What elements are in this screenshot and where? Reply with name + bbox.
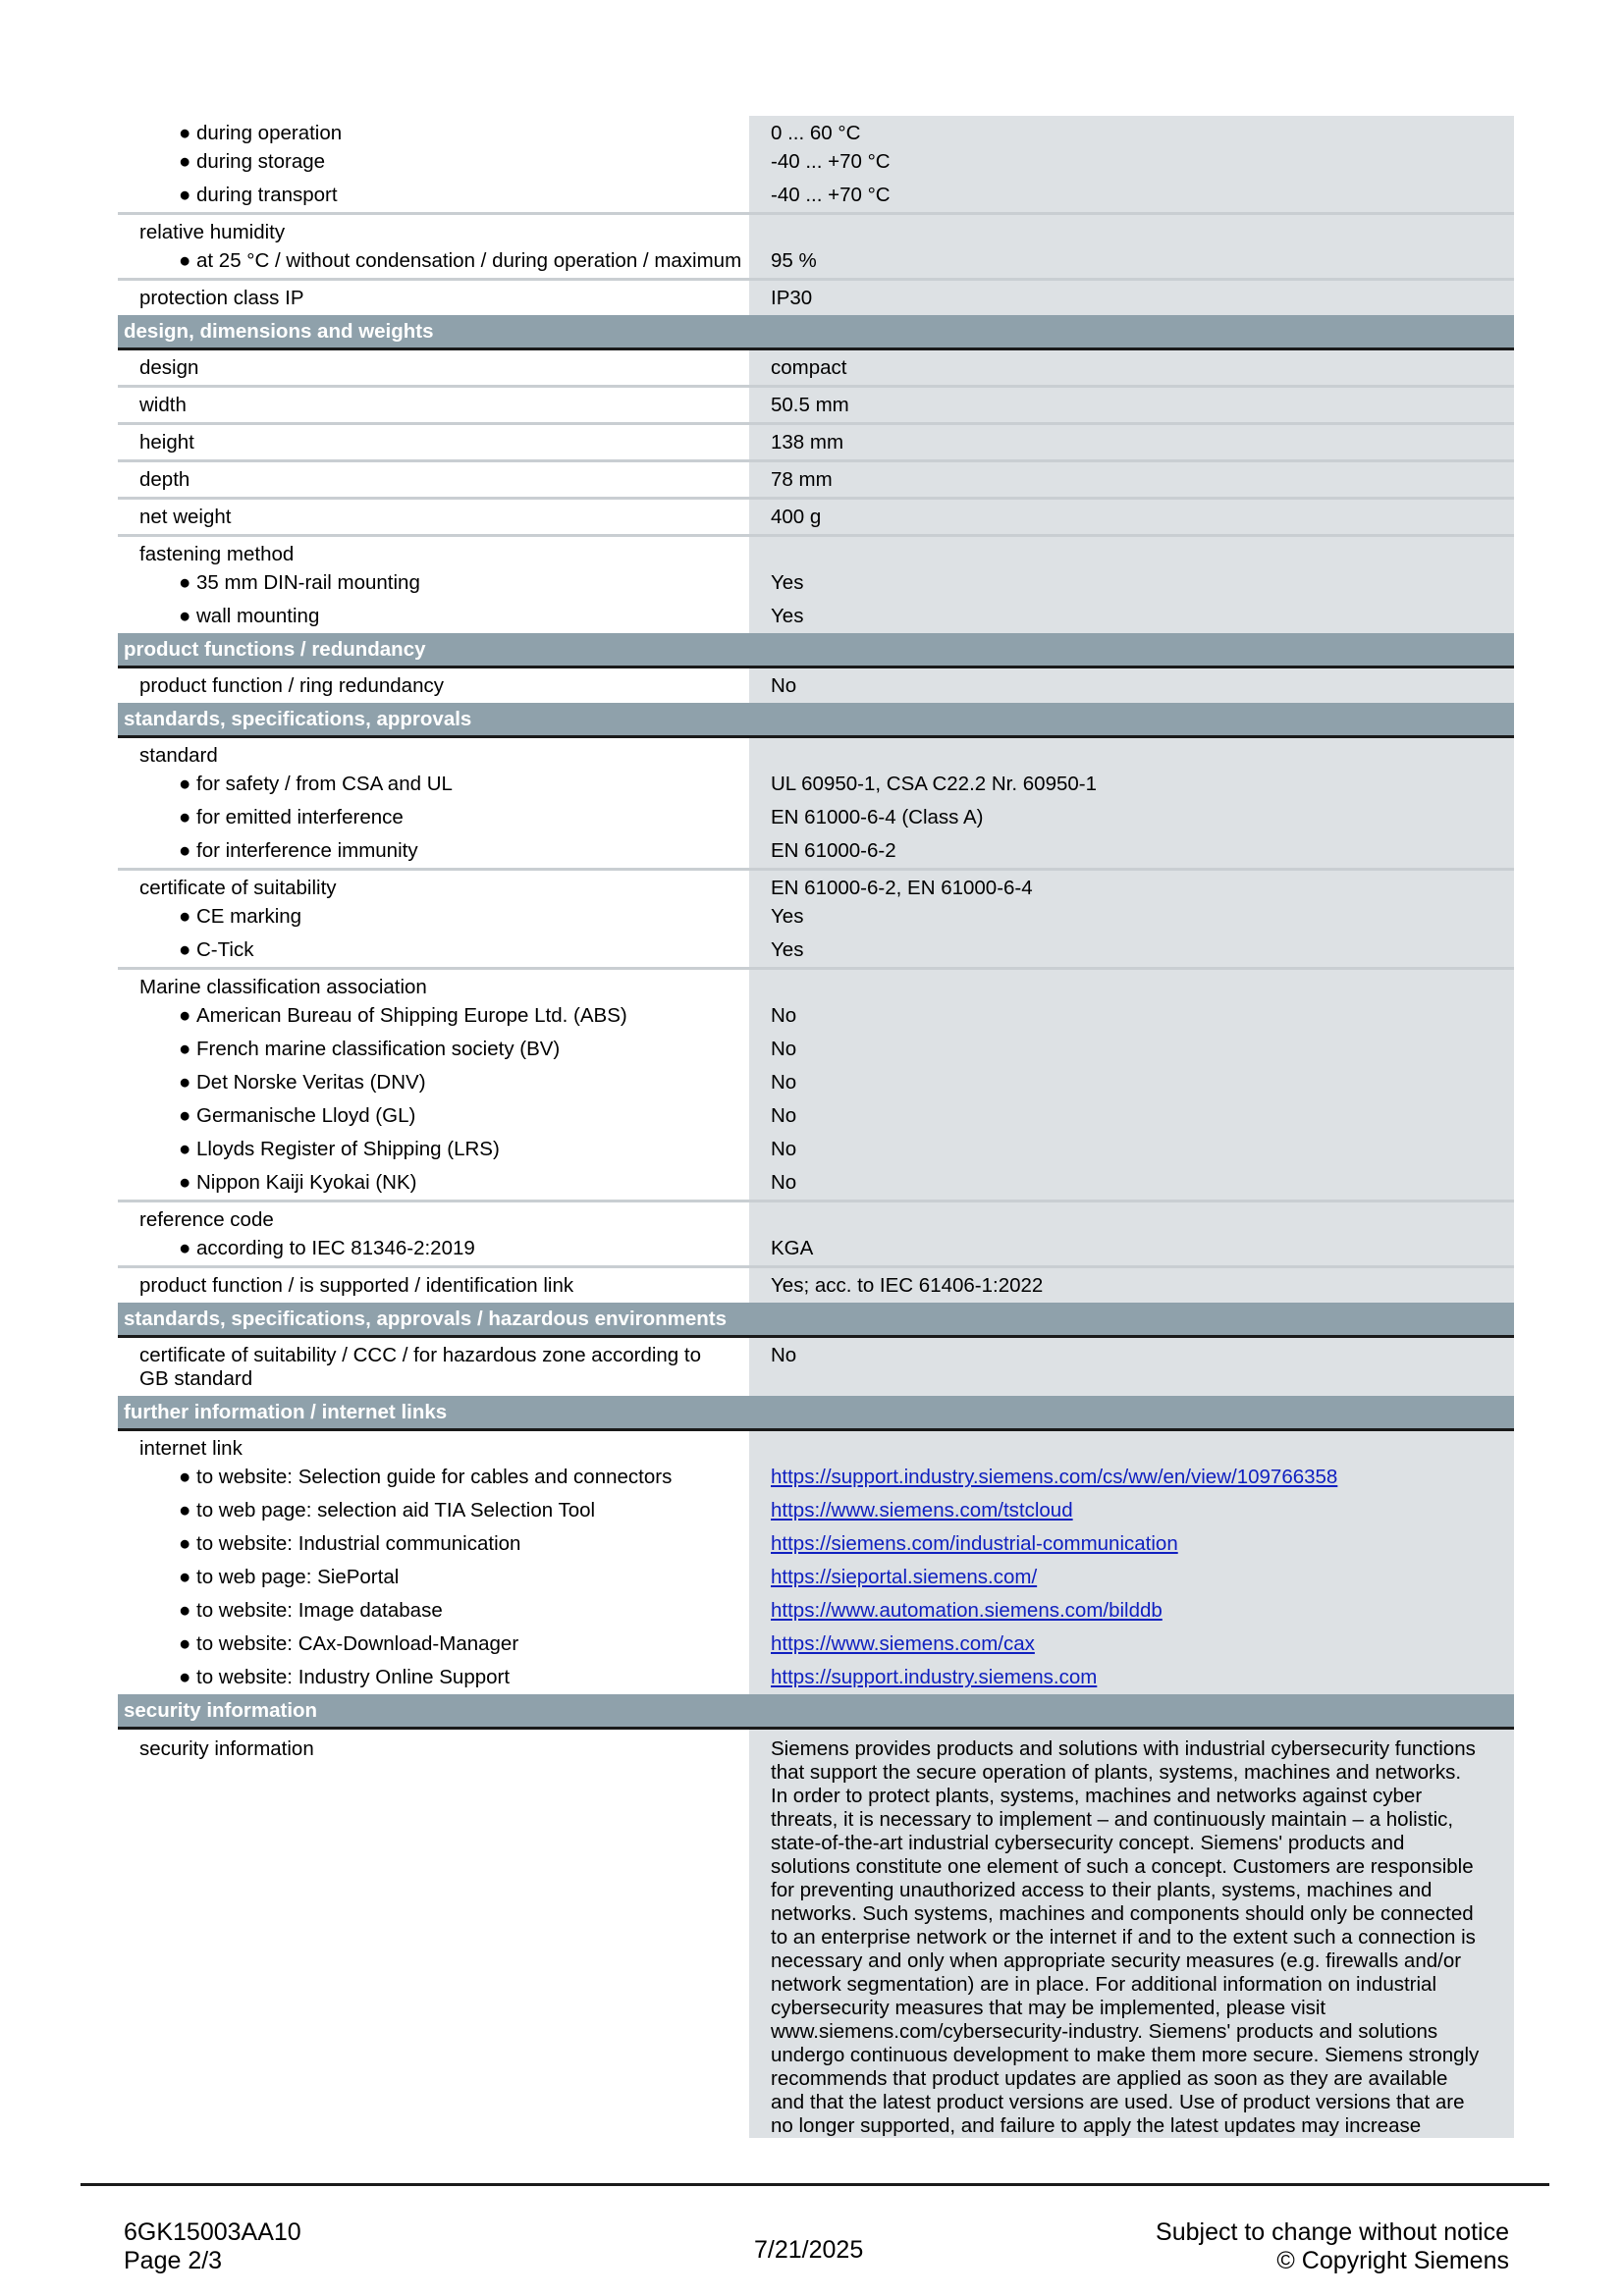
security-line: for preventing unauthorized access to their plants, systems, machines and <box>771 1879 1433 1901</box>
footer-date: 7/21/2025 <box>754 2236 864 2264</box>
copyright: © Copyright Siemens <box>1276 2247 1509 2274</box>
protection-group <box>118 281 1514 315</box>
reference-group <box>118 1202 1514 1268</box>
spec-table <box>118 116 1514 2138</box>
article-number: 6GK15003AA10 <box>124 2218 301 2246</box>
security-row <box>118 1730 1514 2138</box>
spec-value: compact <box>749 350 1514 385</box>
bullet-icon: ● <box>179 1004 191 1027</box>
spec-value: 0 ... 60 °C <box>749 116 1514 145</box>
spec-label: according to IEC 81346-2:2019 <box>196 1237 475 1259</box>
bullet-icon: ● <box>179 1104 191 1127</box>
spec-value: Yes <box>749 600 1514 633</box>
spec-value: No <box>749 1066 1514 1099</box>
spec-label: Marine classification association <box>139 976 427 998</box>
spec-label: to website: Image database <box>196 1599 443 1622</box>
security-line: recommends that product updates are applied as soon as they are available <box>771 2067 1448 2090</box>
footer-left <box>124 2218 301 2275</box>
spec-label: to website: Selection guide for cables and connectors <box>196 1466 673 1488</box>
spec-label: product function / is supported / identification link <box>139 1274 574 1297</box>
security-line: no longer supported, and failure to apply the latest updates may increase <box>771 2114 1422 2137</box>
spec-value: -40 ... +70 °C <box>749 145 1514 179</box>
spec-label: relative humidity <box>139 221 286 243</box>
spec-value: No <box>749 999 1514 1033</box>
spec-label: 35 mm DIN-rail mounting <box>196 571 420 594</box>
ccc-row <box>118 1338 1514 1396</box>
security-line: necessary and only when appropriate security measures (e.g. firewalls and/or <box>771 1949 1462 1972</box>
spec-label: product function / ring redundancy <box>139 674 444 697</box>
page-number: Page 2/3 <box>124 2247 223 2274</box>
spec-label: standard <box>139 744 218 767</box>
height-row <box>118 425 1514 462</box>
link-image-database[interactable]: https://www.automation.siemens.com/bilddb <box>771 1599 1163 1622</box>
section-header: design, dimensions and weights <box>118 315 1514 350</box>
spec-value: 78 mm <box>749 462 1514 497</box>
spec-label: Lloyds Register of Shipping (LRS) <box>196 1138 500 1160</box>
spec-label: to web page: selection aid TIA Selection Tool <box>196 1499 596 1522</box>
width-row <box>118 388 1514 425</box>
redundancy-row <box>118 668 1514 703</box>
spec-row <box>118 281 1514 315</box>
section-header: product functions / redundancy <box>118 633 1514 668</box>
bullet-icon: ● <box>179 249 191 272</box>
spec-label: certificate of suitability / CCC / for hazardous zone according to GB standard <box>139 1344 701 1390</box>
spec-row <box>118 145 1514 179</box>
spec-label: net weight <box>139 506 232 528</box>
section-header: security information <box>118 1694 1514 1730</box>
link-industry-online-support[interactable]: https://support.industry.siemens.com <box>771 1666 1098 1688</box>
bullet-icon: ● <box>179 184 191 206</box>
spec-label: at 25 °C / without condensation / during operation / maximum <box>196 249 742 272</box>
spec-label: width <box>139 394 187 416</box>
security-text <box>749 1730 1514 2138</box>
security-line: state-of-the-art industrial cybersecurity concept. Siemens' products and <box>771 1832 1405 1854</box>
identification-row <box>118 1268 1514 1303</box>
spec-label: for safety / from CSA and UL <box>196 773 453 795</box>
section-header: further information / internet links <box>118 1396 1514 1431</box>
spec-label: protection class IP <box>139 287 304 309</box>
spec-value: EN 61000-6-2 <box>749 834 1514 868</box>
link-cax-download-manager[interactable]: https://www.siemens.com/cax <box>771 1632 1035 1655</box>
design-row <box>118 350 1514 388</box>
spec-label: French marine classification society (BV) <box>196 1038 561 1060</box>
spec-label: fastening method <box>139 543 295 565</box>
spec-value: UL 60950-1, CSA C22.2 Nr. 60950-1 <box>749 768 1514 801</box>
spec-label: American Bureau of Shipping Europe Ltd. (ABS) <box>196 1004 627 1027</box>
bullet-icon: ● <box>179 1532 191 1555</box>
spec-value: EN 61000-6-4 (Class A) <box>749 801 1514 834</box>
bullet-icon: ● <box>179 1071 191 1094</box>
spec-value: EN 61000-6-2, EN 61000-6-4 <box>749 871 1514 900</box>
security-line: undergo continuous development to make them more secure. Siemens strongly <box>771 2044 1480 2066</box>
link-sieportal[interactable]: https://sieportal.siemens.com/ <box>771 1566 1038 1588</box>
section-header: standards, specifications, approvals / hazardous environments <box>118 1303 1514 1338</box>
spec-label: internet link <box>139 1437 243 1460</box>
spec-label: certificate of suitability <box>139 877 337 899</box>
spec-value: KGA <box>749 1232 1514 1265</box>
spec-label: Germanische Lloyd (GL) <box>196 1104 416 1127</box>
net-weight-row <box>118 500 1514 537</box>
bullet-icon: ● <box>179 1466 191 1488</box>
spec-value: -40 ... +70 °C <box>749 179 1514 212</box>
spec-label: for interference immunity <box>196 839 418 862</box>
bullet-icon: ● <box>179 1038 191 1060</box>
spec-label: Nippon Kaiji Kyokai (NK) <box>196 1171 417 1194</box>
bullet-icon: ● <box>179 1666 191 1688</box>
spec-label: wall mounting <box>196 605 320 627</box>
spec-value: No <box>749 1166 1514 1200</box>
humidity-group <box>118 215 1514 281</box>
spec-label: height <box>139 431 194 454</box>
spec-label: to web page: SiePortal <box>196 1566 400 1588</box>
security-line: cybersecurity measures that may be implemented, please visit <box>771 1997 1326 2019</box>
spec-value: 138 mm <box>749 425 1514 459</box>
bullet-icon: ● <box>179 905 191 928</box>
spec-row <box>118 116 1514 145</box>
spec-value: 50.5 mm <box>749 388 1514 422</box>
internet-group <box>118 1431 1514 1694</box>
bullet-icon: ● <box>179 1566 191 1588</box>
security-line: that support the secure operation of plants, systems, machines and networks. <box>771 1761 1462 1784</box>
spec-value: No <box>749 1133 1514 1166</box>
link-tia-selection-tool[interactable]: https://www.siemens.com/tstcloud <box>771 1499 1073 1522</box>
change-notice: Subject to change without notice <box>1156 2218 1509 2246</box>
spec-label: to website: Industrial communication <box>196 1532 521 1555</box>
spec-value: Yes; acc. to IEC 61406-1:2022 <box>749 1268 1514 1303</box>
spec-value: No <box>749 1033 1514 1066</box>
bullet-icon: ● <box>179 1138 191 1160</box>
fastening-group <box>118 537 1514 633</box>
spec-label: Det Norske Veritas (DNV) <box>196 1071 426 1094</box>
spec-value: 400 g <box>749 500 1514 534</box>
spec-row <box>118 215 1514 244</box>
security-line: to an enterprise network or the internet if and to the extent such a connection is <box>771 1926 1476 1949</box>
spec-value: 95 % <box>749 244 1514 278</box>
spec-label: during operation <box>196 122 343 144</box>
spec-label: security information <box>139 1737 314 1760</box>
spec-value: Yes <box>749 934 1514 967</box>
spec-value: No <box>749 1099 1514 1133</box>
section-header: standards, specifications, approvals <box>118 703 1514 738</box>
link-selection-guide[interactable]: https://support.industry.siemens.com/cs/ww/en/view/109766358 <box>771 1466 1338 1488</box>
spec-row <box>118 179 1514 212</box>
bullet-icon: ● <box>179 1499 191 1522</box>
security-line: solutions constitute one element of such a concept. Customers are responsible <box>771 1855 1474 1878</box>
bullet-icon: ● <box>179 839 191 862</box>
temperature-group <box>118 116 1514 215</box>
spec-value: No <box>749 1338 1514 1396</box>
spec-label: C-Tick <box>196 938 254 961</box>
spec-value: Yes <box>749 566 1514 600</box>
spec-label: depth <box>139 468 190 491</box>
spec-value: IP30 <box>749 281 1514 315</box>
spec-label: CE marking <box>196 905 302 928</box>
spec-label: design <box>139 356 199 379</box>
spec-label: to website: Industry Online Support <box>196 1666 511 1688</box>
bullet-icon: ● <box>179 1237 191 1259</box>
standard-group <box>118 738 1514 871</box>
footer-rule <box>81 2183 1549 2186</box>
bullet-icon: ● <box>179 938 191 961</box>
bullet-icon: ● <box>179 605 191 627</box>
link-industrial-communication[interactable]: https://siemens.com/industrial-communication <box>771 1532 1178 1555</box>
bullet-icon: ● <box>179 1171 191 1194</box>
security-line: Siemens provides products and solutions with industrial cybersecurity functions <box>771 1737 1476 1760</box>
security-line: and that the latest product versions are used. Use of product versions that are <box>771 2091 1465 2113</box>
bullet-icon: ● <box>179 773 191 795</box>
spec-value: No <box>749 668 1514 703</box>
security-line: www.siemens.com/cybersecurity-industry. Siemens' products and solutions <box>771 2020 1438 2043</box>
security-line: networks. Such systems, machines and components should only be connected <box>771 1902 1474 1925</box>
spec-row <box>118 244 1514 278</box>
spec-label: during transport <box>196 184 338 206</box>
spec-label: during storage <box>196 150 326 173</box>
marine-group <box>118 970 1514 1202</box>
bullet-icon: ● <box>179 122 191 144</box>
footer-right <box>1156 2218 1509 2275</box>
spec-label: to website: CAx-Download-Manager <box>196 1632 519 1655</box>
bullet-icon: ● <box>179 806 191 828</box>
spec-label: for emitted interference <box>196 806 404 828</box>
depth-row <box>118 462 1514 500</box>
bullet-icon: ● <box>179 1599 191 1622</box>
spec-label: reference code <box>139 1208 274 1231</box>
bullet-icon: ● <box>179 150 191 173</box>
security-line: In order to protect plants, systems, machines and networks against cyber <box>771 1785 1423 1807</box>
bullet-icon: ● <box>179 1632 191 1655</box>
bullet-icon: ● <box>179 571 191 594</box>
security-line: network segmentation) are in place. For additional information on industrial <box>771 1973 1437 1996</box>
certificate-group <box>118 871 1514 970</box>
security-line: threats, it is necessary to implement – and continuously maintain – a holistic, <box>771 1808 1454 1831</box>
spec-value: Yes <box>749 900 1514 934</box>
